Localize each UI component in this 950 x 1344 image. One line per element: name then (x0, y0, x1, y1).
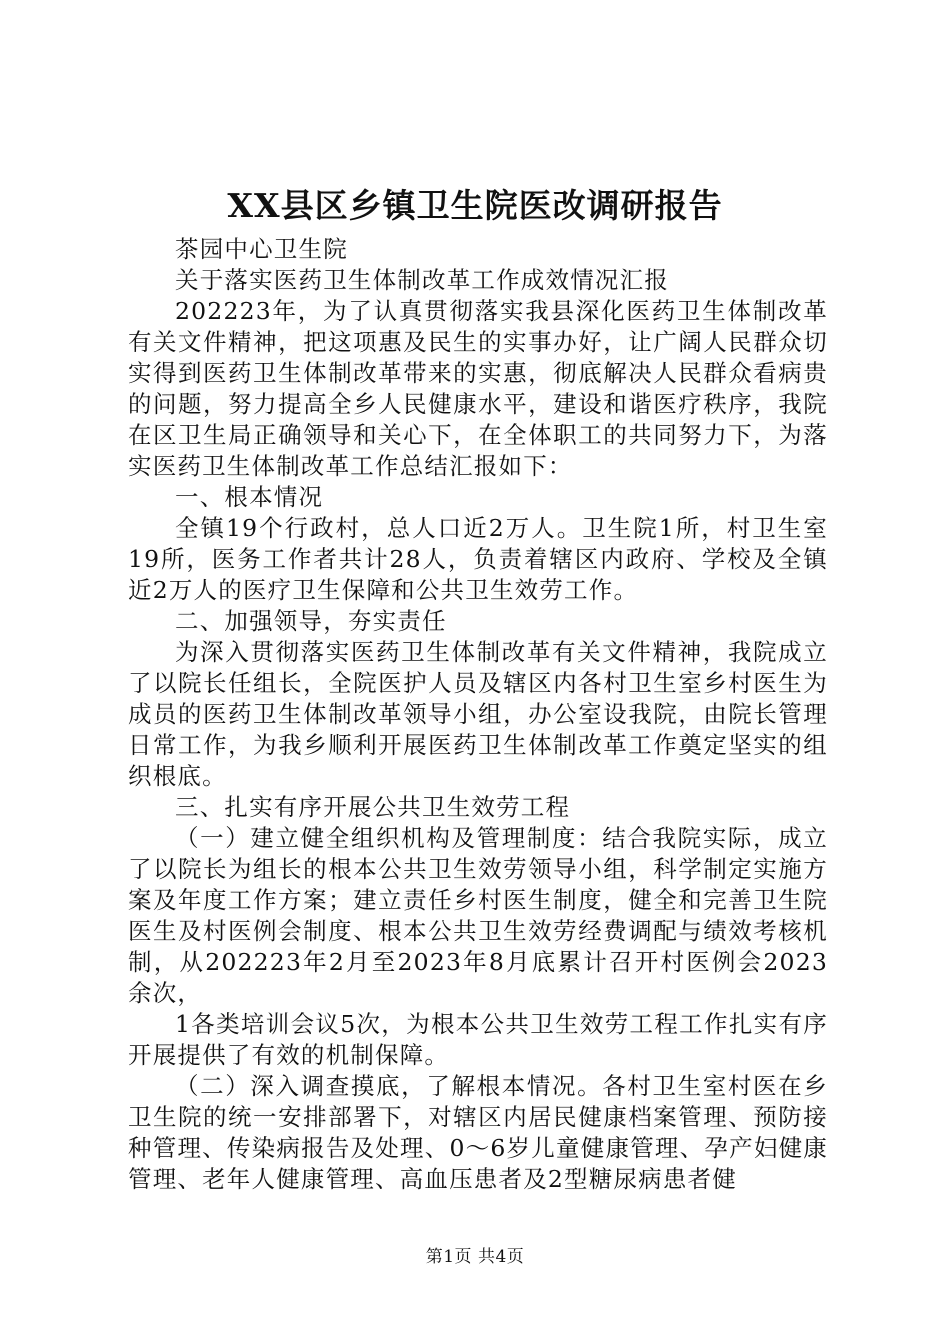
paragraph-section-3-1-cont: 1各类培训会议5次，为根本公共卫生效劳工程工作扎实有序开展提供了有效的机制保障。 (128, 1010, 828, 1069)
heading-section-3: 三、扎实有序开展公共卫生效劳工程 (175, 793, 571, 821)
heading-section-2: 二、加强领导，夯实责任 (175, 607, 447, 635)
heading-section-1: 一、根本情况 (175, 483, 324, 511)
document-body (128, 234, 828, 1195)
paragraph-section-2: 为深入贯彻落实医药卫生体制改革有关文件精神，我院成立了以院长任组长，全院医护人员及辖区内各村卫生室乡村医生为成员的医药卫生体制改革领导小组，办公室设我院，由院长管理日常工作，为我乡顺利开展医药卫生体制改革工作奠定坚实的组织根底。 (128, 638, 828, 790)
paragraph-report-subtitle: 关于落实医药卫生体制改革工作成效情况汇报 (175, 266, 669, 294)
paragraph-section-3-2: （二）深入调查摸底，了解根本情况。各村卫生室村医在乡卫生院的统一安排部署下，对辖区内居民健康档案管理、预防接种管理、传染病报告及处理、0～6岁儿童健康管理、孕产妇健康管理、老年人健康管理、高血压患者及2型糖尿病患者健 (128, 1072, 828, 1193)
paragraph-hospital-name: 茶园中心卫生院 (175, 235, 348, 263)
paragraph-section-3-1: （一）建立健全组织机构及管理制度：结合我院实际，成立了以院长为组长的根本公共卫生效劳领导小组，科学制定实施方案及年度工作方案；建立责任乡村医生制度，健全和完善卫生院医生及村医例会制度、根本公共卫生效劳经费调配与绩效考核机制，从202223年2月至2023年8月底累计召开村医例会2023余次， (128, 824, 828, 1007)
document-title: XX县区乡镇卫生院医改调研报告 (227, 186, 723, 225)
paragraph-section-1: 全镇19个行政村，总人口近2万人。卫生院1所，村卫生室19所，医务工作者共计28人，负责着辖区内政府、学校及全镇近2万人的医疗卫生保障和公共卫生效劳工作。 (128, 514, 828, 604)
page-number-footer: 第1页 共4页 (425, 1247, 525, 1267)
paragraph-intro: 202223年，为了认真贯彻落实我县深化医药卫生体制改革有关文件精神，把这项惠及民生的实事办好，让广阔人民群众切实得到医药卫生体制改革带来的实惠，彻底解决人民群众看病贵的问题，努力提高全乡人民健康水平，建设和谐医疗秩序，我院在区卫生局正确领导和关心下，在全体职工的共同努力下，为落实医药卫生体制改革工作总结汇报如下： (128, 297, 828, 480)
